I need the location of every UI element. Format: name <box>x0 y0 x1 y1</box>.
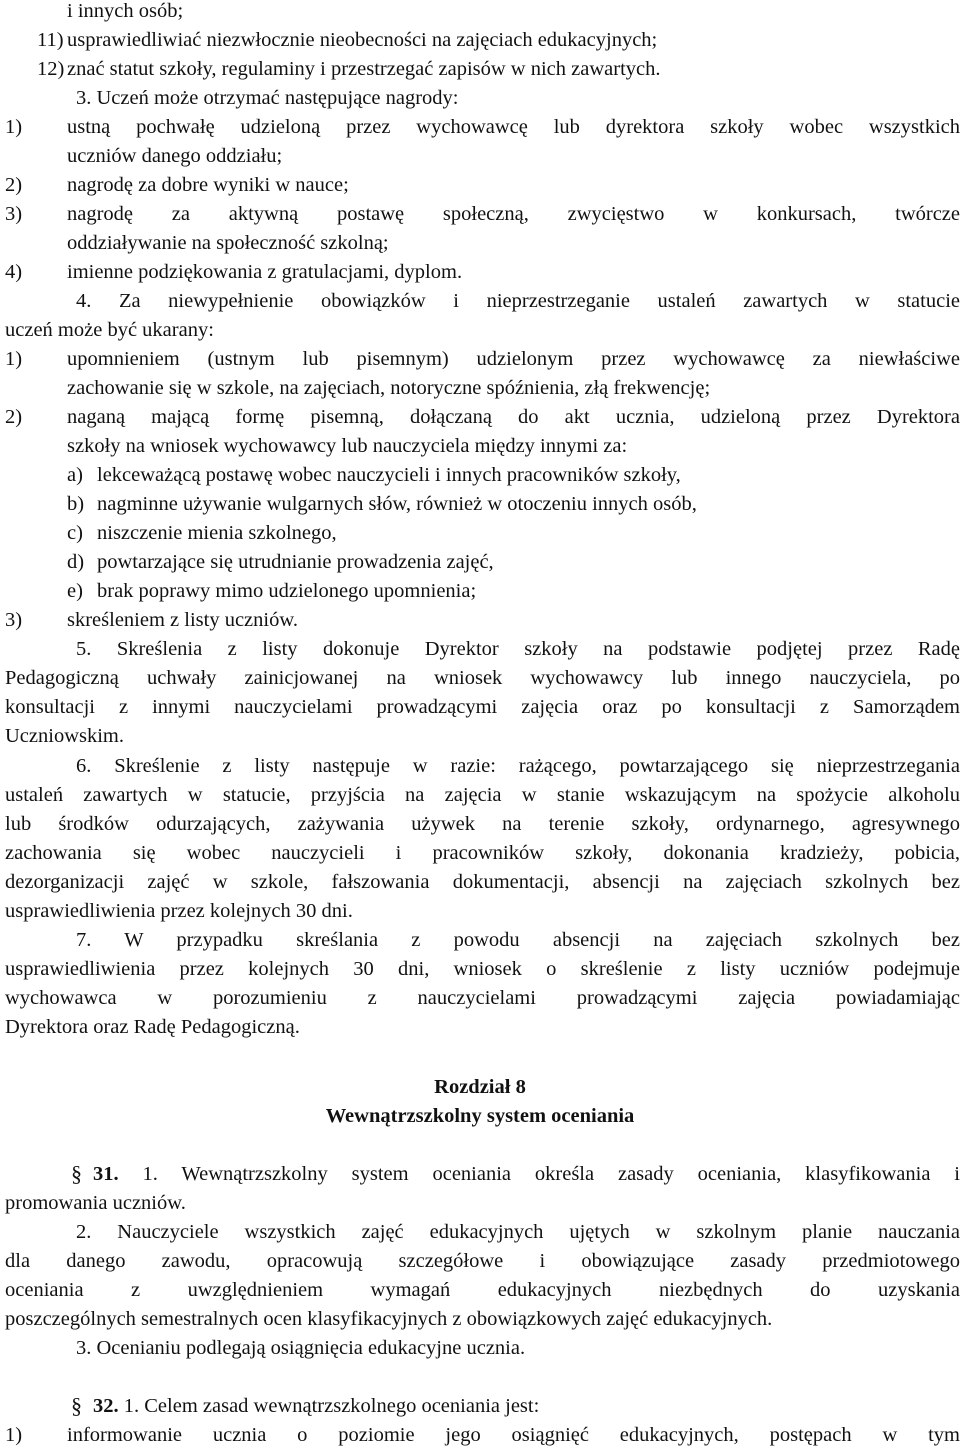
list-number: 1) <box>5 116 23 138</box>
list-item-text: usprawiedliwiać niezwłocznie nieobecności na zajęciach edukacyjnych; <box>67 29 658 51</box>
list-item-text: lekceważącą postawę wobec nauczycieli i innych pracowników szkoły, <box>97 464 681 486</box>
list-item <box>5 171 960 200</box>
paragraph-line: 4. Za niewypełnienie obowiązków i nieprzestrzeganie ustaleń zawartych w statucie <box>76 290 960 312</box>
text-line: zachowanie się w szkole, na zajęciach, notoryczne spóźnienia, złą frekwencję; <box>67 377 711 399</box>
list-number: 1) <box>5 348 23 370</box>
list-item <box>5 577 960 606</box>
list-item-text: upomnieniem (ustnym lub pisemnym) udzielonym przez wychowawcę za niewłaściwe <box>67 348 960 370</box>
paragraph-line: Dyrektora oraz Radę Pedagogiczną. <box>5 1016 300 1038</box>
chapter-title-heading: Wewnątrzszkolny system oceniania <box>325 1105 635 1127</box>
paragraph-line: 7. W przypadku skreślania z powodu absencji na zajęciach szkolnych bez <box>76 929 960 951</box>
paragraph-line: usprawiedliwienia przez kolejnych 30 dni. <box>5 900 353 922</box>
list-item-text: brak poprawy mimo udzielonego upomnienia; <box>97 580 477 602</box>
list-item-text: nagminne używanie wulgarnych słów, również w otoczeniu innych osób, <box>97 493 697 515</box>
list-item <box>5 461 960 490</box>
list-item <box>5 490 960 519</box>
list-number: 12) <box>37 58 65 80</box>
paragraph-line: oceniania z uwzględnieniem wymagań edukacyjnych niezbędnych do uzyskania <box>5 1279 960 1301</box>
section-sign-icon <box>71 1163 93 1183</box>
paragraph-line: 3. Uczeń może otrzymać następujące nagrody: <box>76 87 459 109</box>
list-number: 3) <box>5 203 23 225</box>
paragraph-line: konsultacji z innymi nauczycielami prowadzącymi zajęcia oraz po konsultacji z Samorządem <box>5 696 960 718</box>
list-item-text: nagrodę za dobre wyniki w nauce; <box>67 174 349 196</box>
paragraph-line: zachowania się wobec nauczycieli i pracowników szkoły, dokonania kradzieży, pobicia, <box>5 842 960 864</box>
paragraph-line: ustaleń zawartych w statucie, przyjścia na zajęcia w stanie wskazującym na spożycie alkoholu <box>5 784 960 806</box>
paragraph-line: 5. Skreślenia z listy dokonuje Dyrektor szkoły na podstawie podjętej przez Radę <box>76 638 960 660</box>
list-letter: e) <box>67 580 83 602</box>
list-item <box>5 403 960 432</box>
list-letter: d) <box>67 551 85 573</box>
list-item <box>5 26 960 55</box>
paragraph-line <box>5 1160 960 1189</box>
paragraph-line: promowania uczniów. <box>5 1192 186 1214</box>
section-number: 32. <box>93 1395 119 1417</box>
list-item-text: znać statut szkoły, regulaminy i przestrzegać zapisów w nich zawartych. <box>67 58 661 80</box>
text-line: oddziaływanie na społeczność szkolną; <box>67 232 389 254</box>
text-line: i innych osób; <box>67 0 184 22</box>
paragraph-line: 6. Skreślenie z listy następuje w razie: rażącego, powtarzającego się nieprzestrzegania <box>76 755 960 777</box>
list-letter: b) <box>67 493 85 515</box>
paragraph-text: 1. Celem zasad wewnątrzszkolnego oceniania jest: <box>123 1395 540 1417</box>
list-item-text: niszczenie mienia szkolnego, <box>97 522 337 544</box>
list-number: 2) <box>5 174 23 196</box>
paragraph-line: dezorganizacji zajęć w szkole, fałszowania dokumentacji, absencji na zajęciach szkolnych bez <box>5 871 960 893</box>
paragraph-line <box>5 1392 960 1421</box>
section-number: 31. <box>93 1163 119 1185</box>
list-letter: c) <box>67 522 83 544</box>
section-sign-icon <box>71 1395 93 1415</box>
list-item <box>5 606 960 635</box>
list-item-text: skreśleniem z listy uczniów. <box>67 609 298 631</box>
list-item <box>5 548 960 577</box>
list-item-text: informowanie ucznia o poziomie jego osiągnięć edukacyjnych, postępach w tym <box>67 1424 960 1446</box>
text-line: uczniów danego oddziału; <box>67 145 283 167</box>
list-item <box>5 1421 960 1450</box>
list-number: 3) <box>5 609 23 631</box>
list-letter: a) <box>67 464 83 486</box>
list-item <box>5 113 960 142</box>
list-number: 2) <box>5 406 23 428</box>
list-item <box>5 258 960 287</box>
list-item-text: ustną pochwałę udzieloną przez wychowawcę lub dyrektora szkoły wobec wszystkich <box>67 116 960 138</box>
paragraph-line: dla danego zawodu, opracowują szczegółowe i obowiązujące zasady przedmiotowego <box>5 1250 960 1272</box>
list-number: 11) <box>37 29 64 51</box>
text-line: uczeń może być ukarany: <box>5 319 214 341</box>
paragraph-line: Uczniowskim. <box>5 725 124 747</box>
paragraph-line: 2. Nauczyciele wszystkich zajęć edukacyjnych ujętych w szkolnym planie nauczania <box>76 1221 960 1243</box>
paragraph-text: 1. Wewnątrzszkolny system oceniania określa zasady oceniania, klasyfikowania i <box>142 1163 960 1185</box>
list-item <box>5 55 960 84</box>
paragraph-line: lub środków odurzających, zażywania używek na terenie szkoły, ordynarnego, agresywnego <box>5 813 960 835</box>
paragraph-line: 3. Ocenianiu podlegają osiągnięcia edukacyjne ucznia. <box>76 1337 526 1359</box>
paragraph-line: usprawiedliwienia przez kolejnych 30 dni, wniosek o skreślenie z listy uczniów podejmuje <box>5 958 960 980</box>
paragraph-line: Pedagogiczną uchwały zainicjowanej na wniosek wychowawcy lub innego nauczyciela, po <box>5 667 960 689</box>
text-line: szkoły na wniosek wychowawcy lub nauczyciela między innymi za: <box>67 435 628 457</box>
list-item-text: imienne podziękowania z gratulacjami, dyplom. <box>67 261 463 283</box>
paragraph-line: wychowawca w porozumieniu z nauczycielami prowadzącymi zajęcia powiadamiając <box>5 987 960 1009</box>
list-item-text: powtarzające się utrudnianie prowadzenia zajęć, <box>97 551 494 573</box>
list-number: 4) <box>5 261 23 283</box>
list-item-text: naganą mającą formę pisemną, dołączaną do akt ucznia, udzieloną przez Dyrektora <box>67 406 960 428</box>
list-item <box>5 200 960 229</box>
paragraph-line: poszczególnych semestralnych ocen klasyfikacyjnych z obowiązkowych zajęć edukacyjnych. <box>5 1308 773 1330</box>
list-item <box>5 519 960 548</box>
chapter-number-heading: Rozdział 8 <box>434 1076 526 1098</box>
list-item-text: nagrodę za aktywną postawę społeczną, zwycięstwo w konkursach, twórcze <box>67 203 960 225</box>
list-number: 1) <box>5 1424 23 1446</box>
list-item <box>5 345 960 374</box>
